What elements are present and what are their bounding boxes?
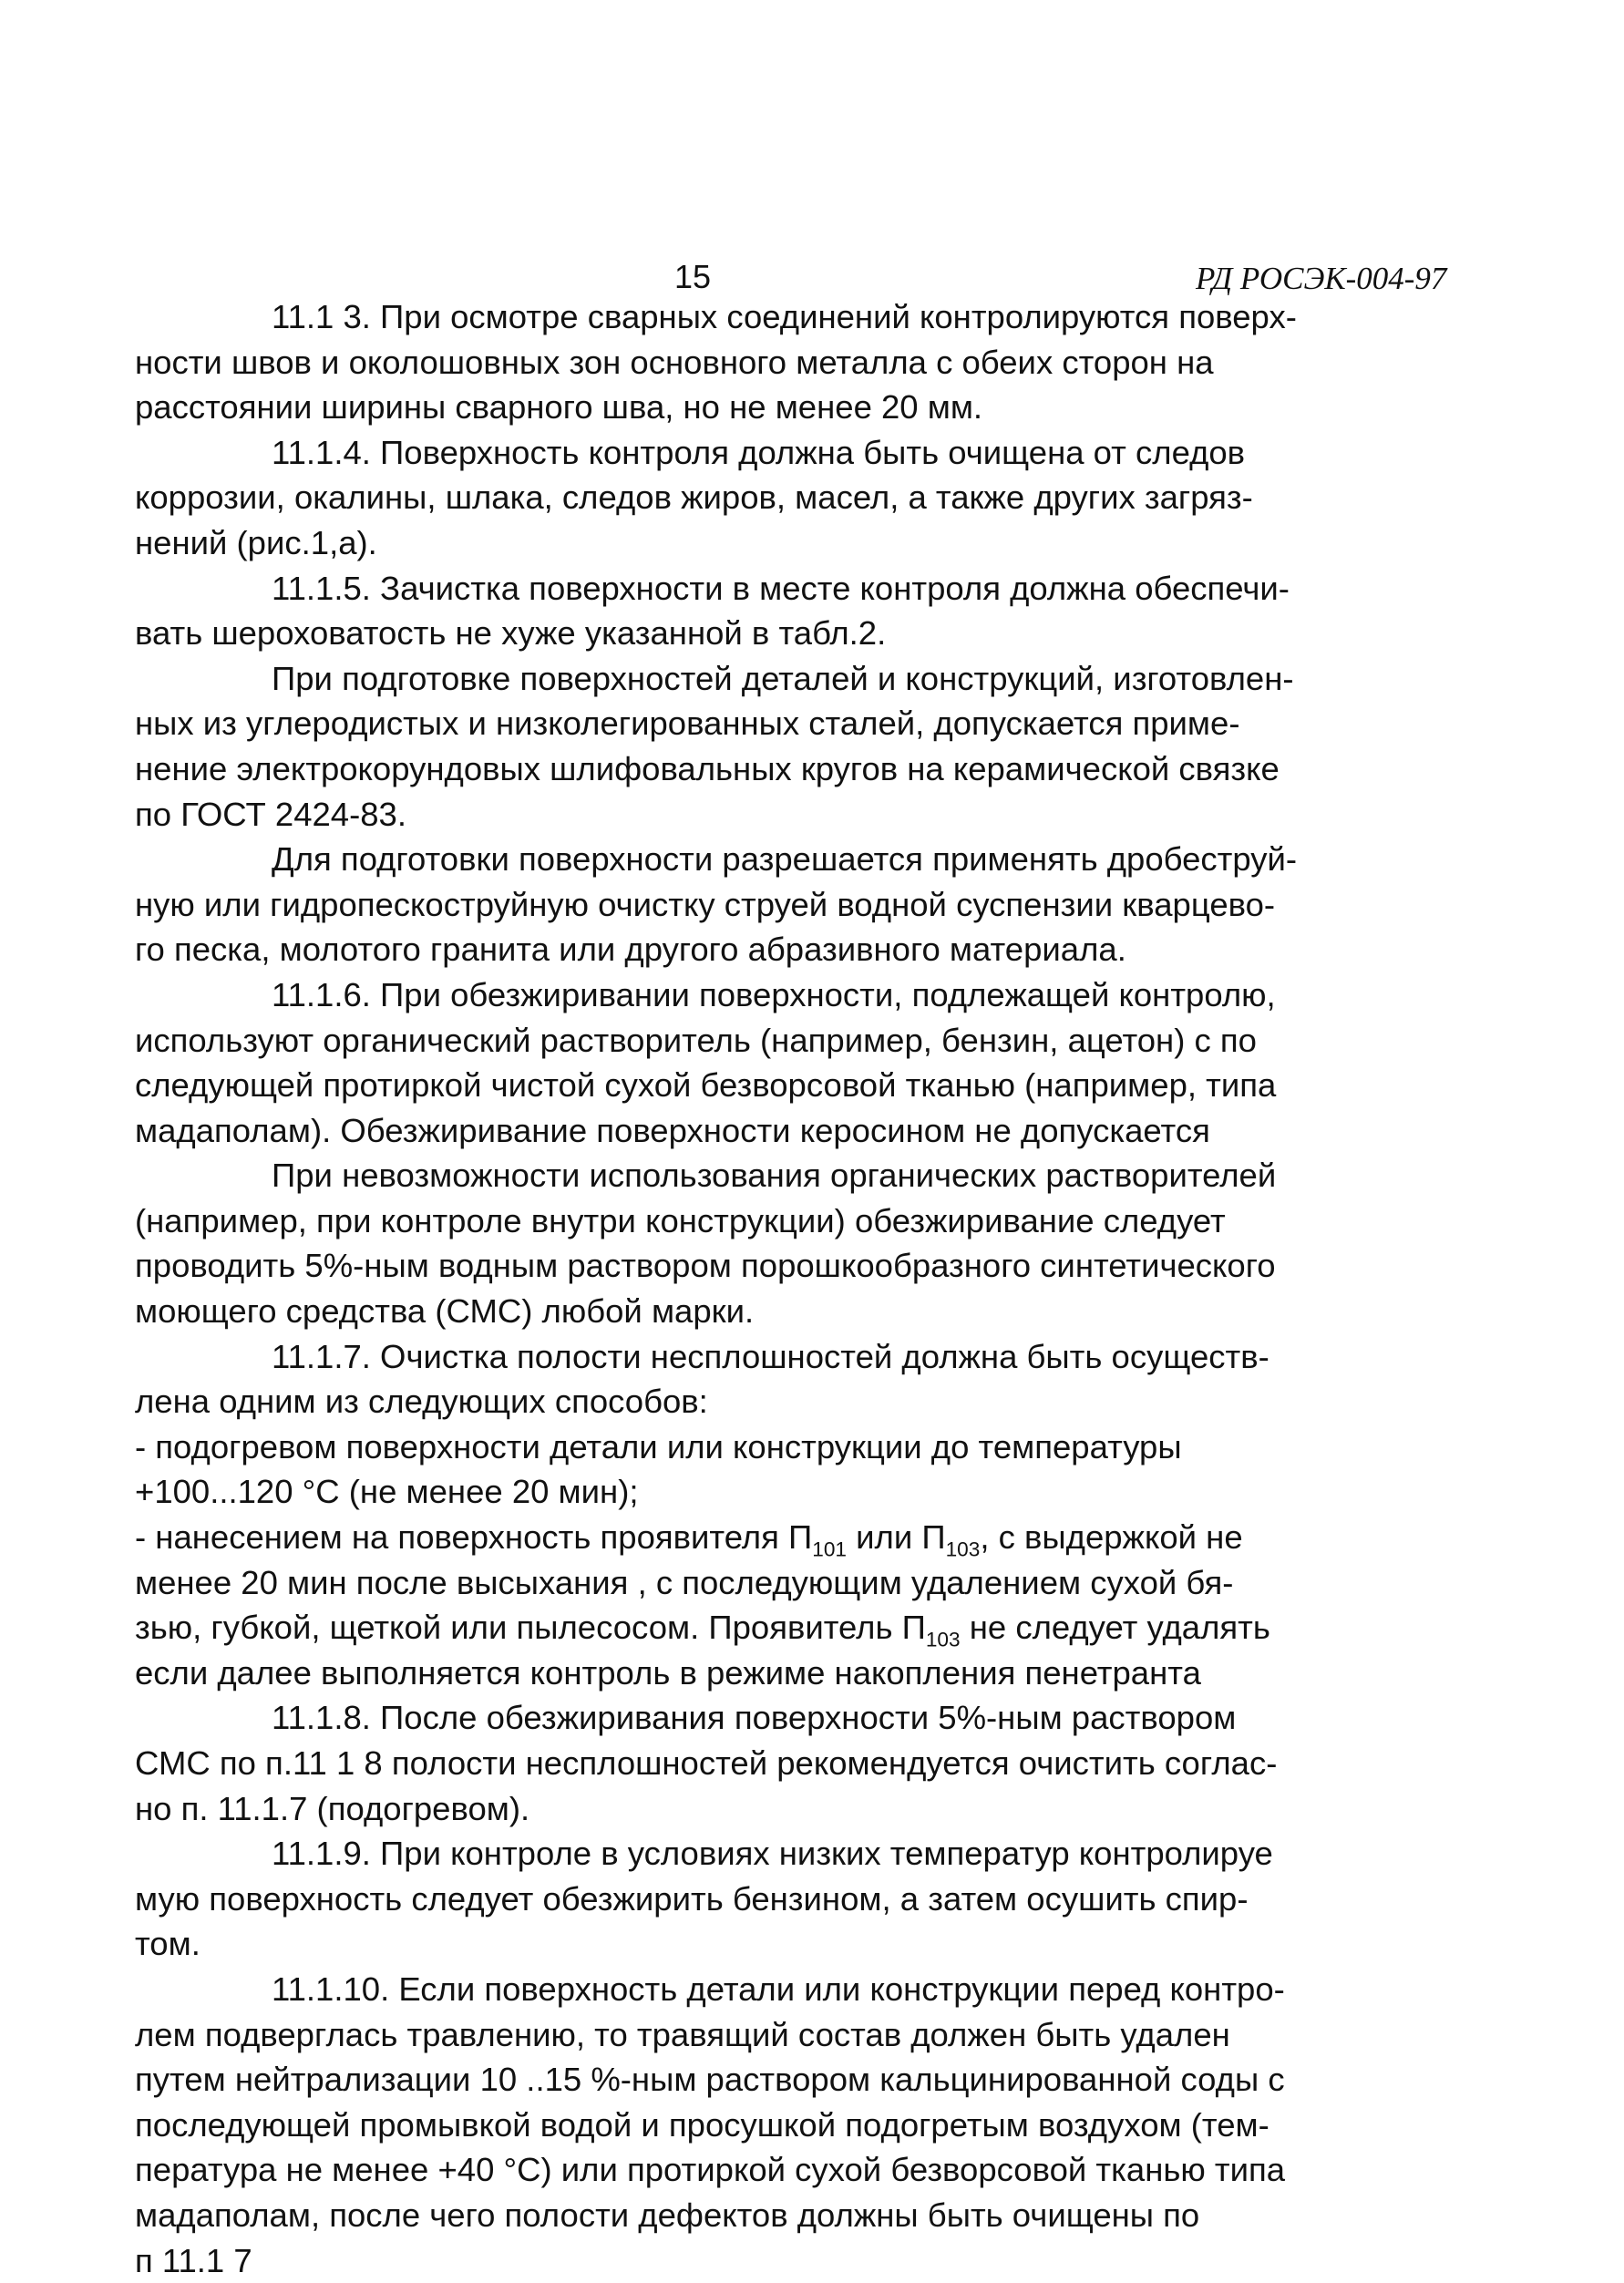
text-line: - подогревом поверхности детали или конструкции до температуры bbox=[135, 1427, 1182, 1465]
text-line: лем подверглась травлению, то травящий состав должен быть удален bbox=[135, 2015, 1230, 2053]
text-line: последующей промывкой водой и просушкой подогретым воздухом (тем- bbox=[135, 2105, 1269, 2144]
text-line: 11.1.6. При обезжиривании поверхности, подлежащей контролю, bbox=[272, 975, 1276, 1013]
text-line: зью, губкой, щеткой или пылесосом. Проявитель $П_{103}$ не следует удалять bbox=[135, 1609, 1270, 1651]
text-line: вать шероховатость не хуже указанной в табл.2. bbox=[135, 614, 887, 653]
text-line: путем нейтрализации 10 ..15 %-ным раствором кальцинированной соды с bbox=[135, 2061, 1285, 2099]
text-line: 11.1.7. Очистка полости несплошностей должна быть осуществ- bbox=[272, 1337, 1269, 1375]
text-line: Для подготовки поверхности разрешается применять дробеструй- bbox=[272, 840, 1298, 879]
text-line: нение электрокорундовых шлифовальных кругов на керамической связке bbox=[135, 749, 1280, 787]
text-line: 11.1.10. Если поверхность детали или конструкции перед контро- bbox=[272, 1969, 1285, 2008]
text-line: если далее выполняется контроль в режиме накопления пенетранта bbox=[135, 1653, 1201, 1692]
text-line: мадаполам). Обезжиривание поверхности керосином не допускается bbox=[135, 1111, 1210, 1149]
text-line: по ГОСТ 2424-83. bbox=[135, 795, 406, 833]
text-line: коррозии, окалины, шлака, следов жиров, масел, а также других загряз- bbox=[135, 478, 1253, 517]
text-line: го песка, молотого гранита или другого абразивного материала. bbox=[135, 931, 1126, 969]
text-line: 11.1.4. Поверхность контроля должна быть очищена от следов bbox=[272, 433, 1246, 471]
text-line: - нанесением на поверхность проявителя $П_{101}$ или $П_{103}$, с выдержкой не bbox=[135, 1518, 1243, 1561]
text-line: ную или гидропескоструйную очистку струей водной суспензии кварцево- bbox=[135, 885, 1276, 923]
text-line: 11.1.8. После обезжиривания поверхности 5%-ным раствором bbox=[272, 1699, 1237, 1737]
text-line: 11.1.9. При контроле в условиях низких температур контролируе bbox=[272, 1835, 1273, 1873]
text-line: ных из углеродистых и низколегированных сталей, допускается приме- bbox=[135, 704, 1240, 743]
body-text bbox=[135, 294, 1475, 2283]
text-line: менее 20 мин после высыхания , с последующим удалением сухой бя- bbox=[135, 1563, 1234, 1601]
text-line: используют органический растворитель (например, бензин, ацетон) с по bbox=[135, 1021, 1257, 1059]
text-line: +100...120 °С (не менее 20 мин); bbox=[135, 1473, 639, 1511]
text-line: нений (рис.1,а). bbox=[135, 523, 377, 561]
text-line: мадаполам, после чего полости дефектов должны быть очищены по bbox=[135, 2196, 1200, 2234]
text-line: (например, при контроле внутри конструкции) обезжиривание следует bbox=[135, 1201, 1226, 1239]
text-line: 11.1.5. Зачистка поверхности в месте контроля должна обеспечи- bbox=[272, 569, 1290, 607]
document-code: РД РОСЭК-004-97 bbox=[1196, 261, 1447, 296]
text-line: При невозможности использования органических растворителей bbox=[272, 1157, 1277, 1195]
text-line: мую поверхность следует обезжирить бензином, а затем осушить спир- bbox=[135, 1879, 1249, 1918]
text-line: том. bbox=[135, 1925, 200, 1963]
text-line: п 11.1 7 bbox=[135, 2241, 252, 2279]
text-line: но п. 11.1.7 (подогревом). bbox=[135, 1789, 530, 1827]
text-line: ности швов и околошовных зон основного металла с обеих сторон на bbox=[135, 343, 1214, 381]
text-line: моющего средства (СМС) любой марки. bbox=[135, 1292, 755, 1331]
text-line: следующей протиркой чистой сухой безворсовой тканью (например, типа bbox=[135, 1066, 1277, 1105]
text-line: пература не менее +40 °С) или протиркой сухой безворсовой тканью типа bbox=[135, 2151, 1286, 2189]
text-line: При подготовке поверхностей деталей и конструкций, изготовлен- bbox=[272, 659, 1294, 697]
text-line: проводить 5%-ным водным раствором порошкообразного синтетического bbox=[135, 1247, 1276, 1285]
page-number: 15 bbox=[674, 258, 712, 295]
text-line: СМС по п.11 1 8 полости несплошностей рекомендуется очистить соглас- bbox=[135, 1744, 1278, 1782]
text-line: лена одним из следующих способов: bbox=[135, 1383, 708, 1421]
text-line: расстоянии ширины сварного шва, но не менее 20 мм. bbox=[135, 388, 983, 427]
text-line: 11.1 3. При осмотре сварных соединений контролируются поверх- bbox=[272, 298, 1297, 335]
